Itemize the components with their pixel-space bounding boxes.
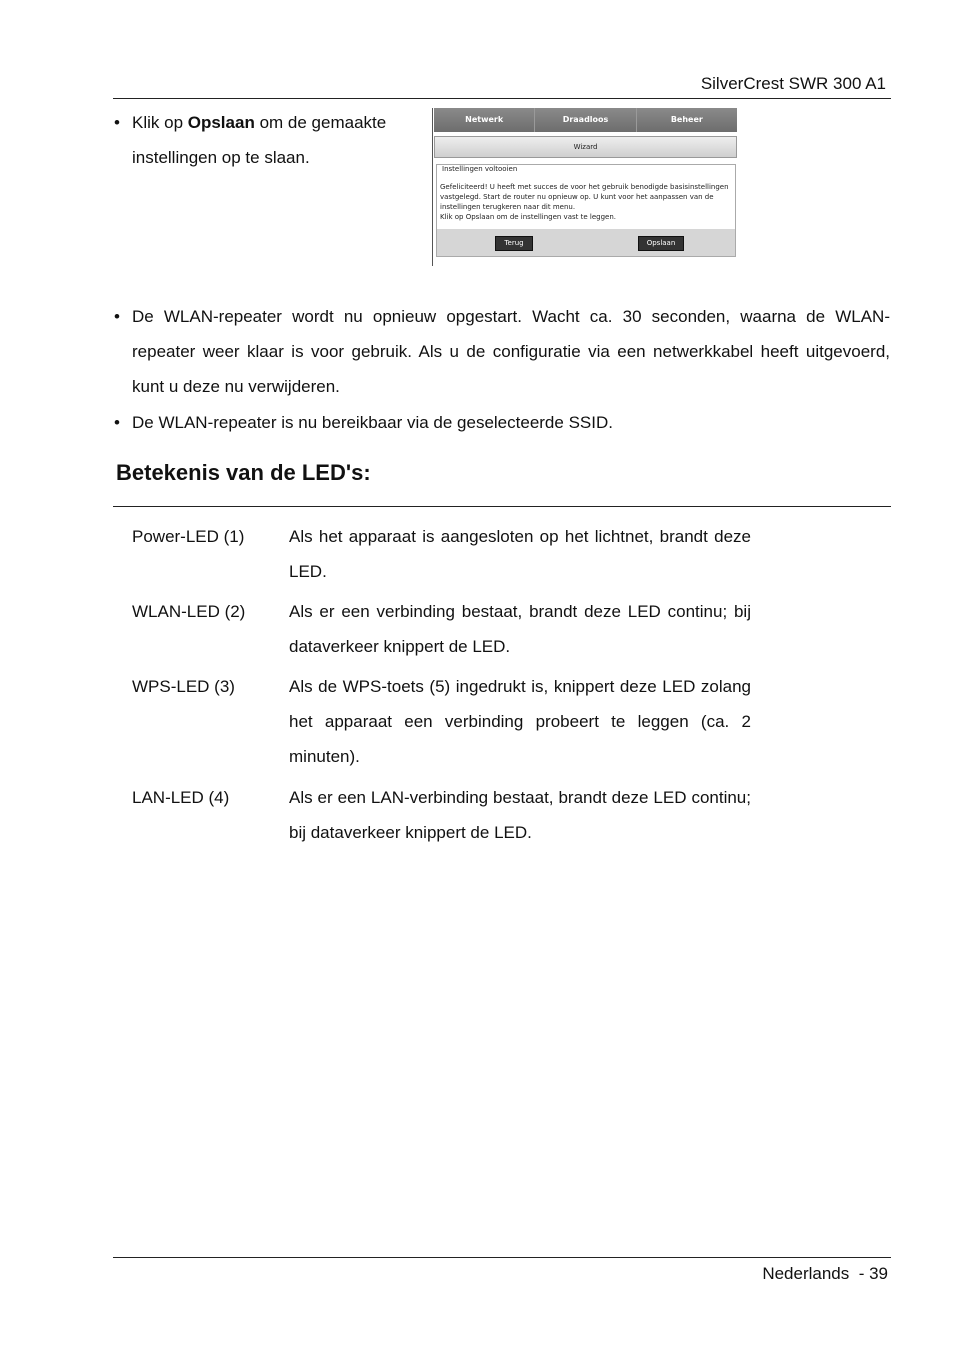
- bullet-icon: •: [114, 413, 120, 432]
- router-screenshot: [432, 108, 737, 266]
- bullet-restart-line3: kunt u deze nu verwijderen.: [132, 377, 340, 396]
- router-box-title: Instellingen voltooien: [442, 165, 518, 173]
- router-button-bar: [437, 229, 735, 256]
- router-back-button[interactable]: Terug: [495, 236, 533, 251]
- footer-page-number: Nederlands - 39: [762, 1264, 888, 1283]
- led-desc-wlan: Als er een verbinding bestaat, brandt deze LED continu; bij dataverkeer knippert de LED.: [289, 602, 751, 656]
- led-label-lan: LAN-LED (4): [132, 788, 230, 807]
- intro-prefix: Klik op: [132, 113, 188, 132]
- router-message-line: instellingen terugkeren naar dit menu.: [440, 203, 576, 211]
- intro-bold-opslaan: Opslaan: [187, 113, 255, 132]
- router-nav-bar: [434, 108, 737, 132]
- bullet-ssid-text: De WLAN-repeater is nu bereikbaar via de geselecteerde SSID.: [132, 413, 613, 432]
- led-desc-lan: Als er een LAN-verbinding bestaat, brandt deze LED continu; bij dataverkeer knippert de LED.: [289, 788, 751, 842]
- footer-rule: [113, 1257, 891, 1258]
- router-message-line: Klik op Opslaan om de instellingen vast te leggen.: [440, 213, 616, 221]
- bullet-restart-line1: De WLAN-repeater wordt nu opnieuw opgestart. Wacht ca. 30 seconden, waarna de WLAN-: [132, 307, 890, 326]
- router-save-button[interactable]: Opslaan: [638, 236, 684, 251]
- led-desc-wps: Als de WPS-toets (5) ingedrukt is, knippert deze LED zolang het apparaat een verbinding probeert te leggen (ca. 2 minuten).: [289, 677, 751, 766]
- router-tab-netwerk[interactable]: Netwerk: [434, 108, 535, 132]
- intro-bullet-line1: [132, 105, 386, 140]
- bullet-icon: •: [114, 113, 120, 132]
- section-heading: Betekenis van de LED's:: [116, 460, 371, 485]
- router-tab-draadloos[interactable]: Draadloos: [535, 108, 636, 132]
- intro-suffix: om de gemaakte: [254, 113, 387, 132]
- page-header-title: SilverCrest SWR 300 A1: [700, 74, 886, 93]
- header-rule: [113, 98, 891, 99]
- router-message-line: vastgelegd. Start de router nu opnieuw op. U kunt voor het aanpassen van de: [440, 193, 714, 201]
- bullet-restart-line2: repeater weer klaar is voor gebruik. Als u de configuratie via een netwerkkabel heeft uitgevoerd,: [132, 342, 890, 361]
- router-settings-box: [436, 164, 736, 257]
- router-message: [440, 182, 730, 222]
- bullet-icon: •: [114, 307, 120, 326]
- section-rule: [113, 506, 891, 507]
- router-wizard-bar: Wizard: [434, 136, 737, 158]
- led-desc-power: Als het apparaat is aangesloten op het lichtnet, brandt deze LED.: [289, 527, 751, 581]
- led-label-wlan: WLAN-LED (2): [132, 602, 246, 621]
- led-label-power: Power-LED (1): [132, 527, 245, 546]
- router-tab-beheer[interactable]: Beheer: [637, 108, 737, 132]
- led-label-wps: WPS-LED (3): [132, 677, 235, 696]
- router-message-line: Gefeliciteerd! U heeft met succes de voor het gebruik benodigde basisinstellingen: [440, 183, 729, 191]
- intro-bullet-line2: instellingen op te slaan.: [132, 148, 310, 167]
